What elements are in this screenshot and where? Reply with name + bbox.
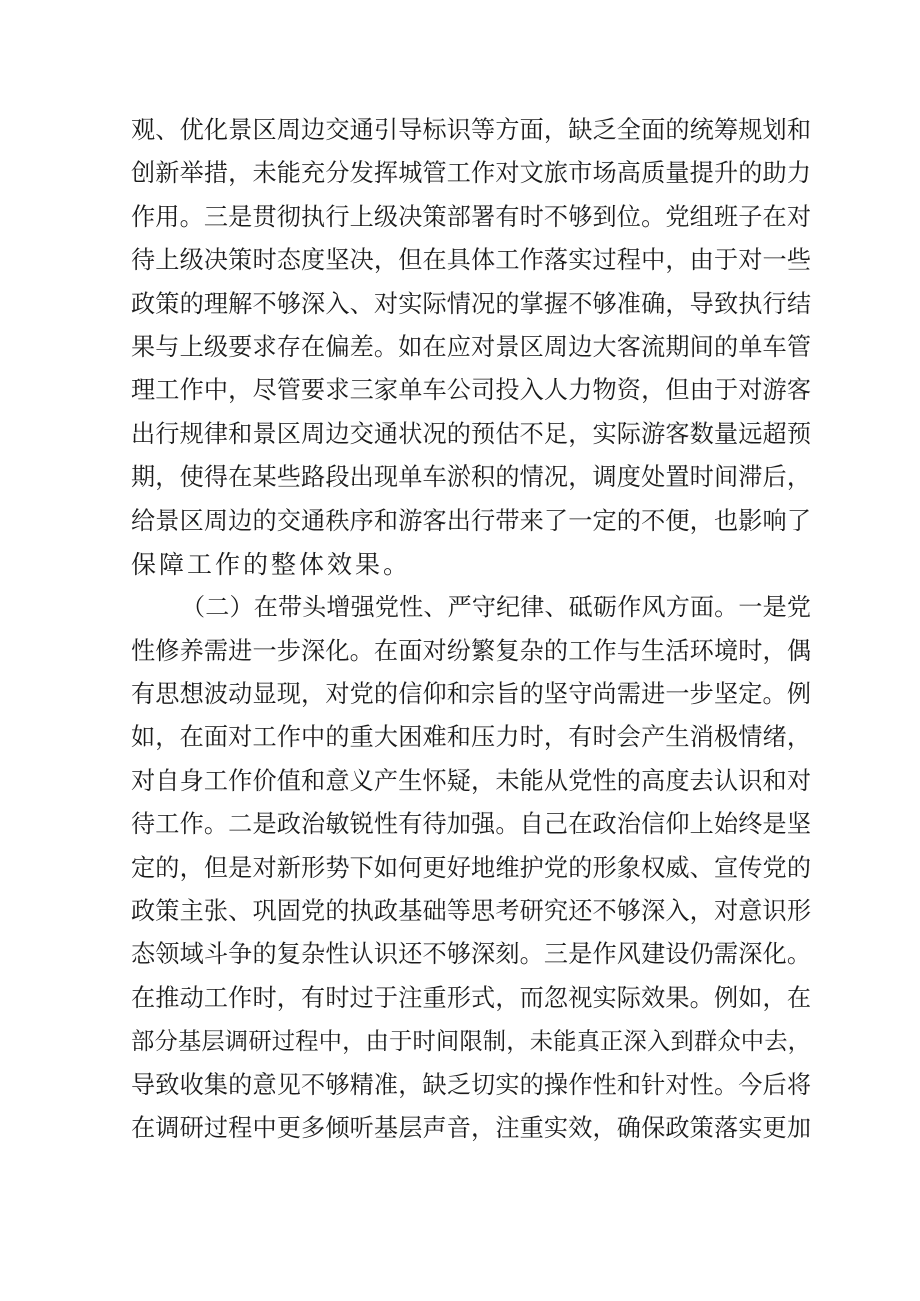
- text-line: 理工作中，尽管要求三家单车公司投入人力物资，但由于对游客: [131, 376, 811, 405]
- text-line: 政策的理解不够深入、对实际情况的掌握不够准确，导致执行结: [131, 289, 811, 318]
- text-line: 果与上级要求存在偏差。如在应对景区周边大客流期间的单车管: [131, 332, 811, 361]
- text-line: 态领域斗争的复杂性认识还不够深刻。三是作风建设仍需深化。: [131, 940, 811, 969]
- text-line: 对自身工作价值和意义产生怀疑，未能从党性的高度去认识和对: [131, 766, 811, 795]
- text-line: 导致收集的意见不够精准，缺乏切实的操作性和针对性。今后将: [131, 1070, 811, 1099]
- paragraph-last-line: 保障工作的整体效果。: [131, 549, 412, 579]
- text-line: 待工作。二是政治敏锐性有待加强。自己在政治信仰上始终是坚: [131, 810, 811, 839]
- text-line: 给景区周边的交通秩序和游客出行带来了一定的不便，也影响了: [131, 506, 811, 535]
- text-line: 政策主张、巩固党的执政基础等思考研究还不够深入，对意识形: [131, 897, 811, 926]
- text-line: 定的，但是对新形势下如何更好地维护党的形象权威、宣传党的: [131, 853, 811, 882]
- text-line: 期，使得在某些路段出现单车淤积的情况，调度处置时间滞后，: [131, 463, 811, 492]
- text-line: 性修养需进一步深化。在面对纷繁复杂的工作与生活环境时，偶: [131, 636, 811, 665]
- text-line: 在推动工作时，有时过于注重形式，而忽视实际效果。例如，在: [131, 983, 811, 1012]
- text-line: 作用。三是贯彻执行上级决策部署有时不够到位。党组班子在对: [131, 202, 811, 231]
- text-line: 观、优化景区周边交通引导标识等方面，缺乏全面的统筹规划和: [131, 116, 811, 144]
- text-line: 部分基层调研过程中，由于时间限制，未能真正深入到群众中去，: [131, 1027, 811, 1056]
- text-line: 如，在面对工作中的重大困难和压力时，有时会产生消极情绪，: [131, 723, 811, 752]
- text-line: 在调研过程中更多倾听基层声音，注重实效，确保政策落实更加: [131, 1113, 811, 1142]
- text-line: 出行规律和景区周边交通状况的预估不足，实际游客数量远超预: [131, 419, 811, 448]
- section-heading-line: （二）在带头增强党性、严守纪律、砥砺作风方面。一是党: [181, 593, 811, 622]
- text-line: 有思想波动显现，对党的信仰和宗旨的坚守尚需进一步坚定。例: [131, 680, 811, 709]
- text-line: 创新举措，未能充分发挥城管工作对文旅市场高质量提升的助力: [131, 159, 811, 188]
- text-line: 待上级决策时态度坚决，但在具体工作落实过程中，由于对一些: [131, 246, 811, 275]
- body-text: [131, 109, 811, 1150]
